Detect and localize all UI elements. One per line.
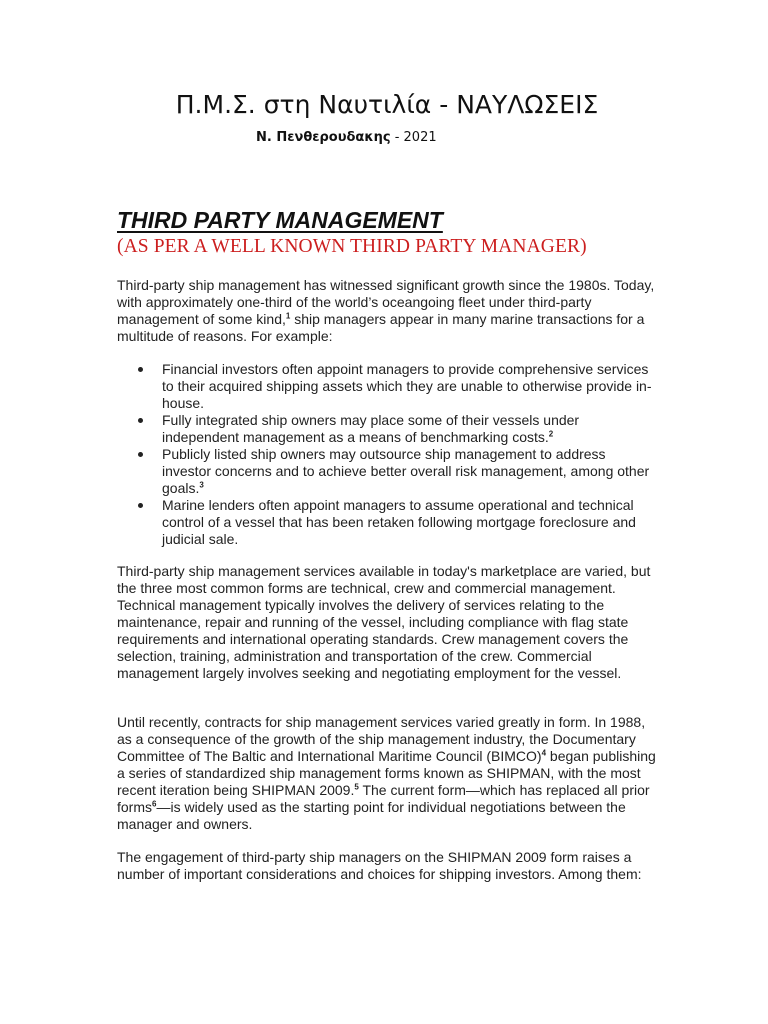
bullet-list bbox=[137, 361, 652, 548]
document-author-line bbox=[256, 130, 437, 145]
paragraph-text: Until recently, contracts for ship management services varied greatly in form. In 1988, as a consequence of the growth of the ship management industry, the Documentary Committee of The Baltic and International Maritime Council (BIMCO) bbox=[117, 714, 646, 764]
paragraph-text: ship managers appear in many marine transactions for a multitude of reasons. For example: bbox=[117, 311, 645, 344]
bullet-icon bbox=[138, 418, 143, 423]
paragraph-text: Third-party ship management has witnessed significant growth since the 1980s. Today, with approximately one-third of the world’s oceangoing fleet under third-party management of some kind, bbox=[117, 277, 655, 327]
paragraph-services bbox=[117, 563, 657, 682]
bullet-item bbox=[137, 446, 652, 497]
footnote-ref: 1 bbox=[285, 311, 291, 321]
paragraph-text: The current form—which has replaced all prior forms bbox=[117, 782, 650, 815]
bullet-icon bbox=[138, 367, 143, 372]
bullet-text: Marine lenders often appoint managers to assume operational and technical control of a vessel that has been retaken following mortgage foreclosure and judicial sale. bbox=[162, 497, 636, 547]
paragraph-text: Third-party ship management services available in today's marketplace are varied, but the three most common forms are technical, crew and commercial management. Technical management typically involves the delivery of services relating to the maintenance, repair and running of the vessel, including compliance with flag state requirements and international operating standards. Crew management covers the selection, training, administration and transportation of the crew. Commercial management largely involves seeking and negotiating employment for the vessel. bbox=[117, 563, 651, 681]
bullet-text: Financial investors often appoint managers to provide comprehensive services to their acquired shipping assets which they are unable to otherwise provide in-house. bbox=[162, 361, 652, 411]
document-title: Π.Μ.Σ. στη Ναυτιλία - ΝΑΥΛΩΣΕΙΣ bbox=[175, 90, 599, 119]
bullet-item bbox=[137, 497, 652, 548]
paragraph-intro bbox=[117, 277, 657, 345]
paragraph-engagement bbox=[117, 849, 657, 883]
bullet-text: Fully integrated ship owners may place some of their vessels under independent management as a means of benchmarking costs. bbox=[162, 412, 580, 445]
section-heading: THIRD PARTY MANAGEMENT bbox=[117, 207, 443, 233]
paragraph-text: —is widely used as the starting point for individual negotiations between the manager and owners. bbox=[117, 799, 626, 832]
footnote-ref: 2 bbox=[548, 429, 554, 439]
bullet-item bbox=[137, 361, 652, 412]
footnote-ref: 3 bbox=[199, 480, 204, 490]
bullet-item bbox=[137, 412, 652, 446]
paragraph-text: began publishing a series of standardized ship management forms known as SHIPMAN, with the most recent iteration being SHIPMAN 2009. bbox=[117, 748, 656, 798]
document-year: - 2021 bbox=[394, 130, 437, 145]
bullet-text: Publicly listed ship owners may outsource ship management to address investor concerns and to achieve better overall risk management, among other goals. bbox=[162, 446, 650, 496]
author-name: Ν. Πενθερουδακης bbox=[256, 130, 391, 145]
footnote-ref: 6 bbox=[152, 799, 157, 809]
paragraph-contracts bbox=[117, 714, 657, 833]
bullet-icon bbox=[138, 503, 143, 508]
footnote-ref: 5 bbox=[354, 782, 359, 792]
bullet-icon bbox=[138, 452, 143, 457]
footnote-ref: 4 bbox=[541, 748, 547, 758]
section-subheading: (AS PER A WELL KNOWN THIRD PARTY MANAGER) bbox=[117, 236, 587, 257]
paragraph-text: The engagement of third-party ship managers on the SHIPMAN 2009 form raises a number of important considerations and choices for shipping investors. Among them: bbox=[117, 849, 642, 882]
